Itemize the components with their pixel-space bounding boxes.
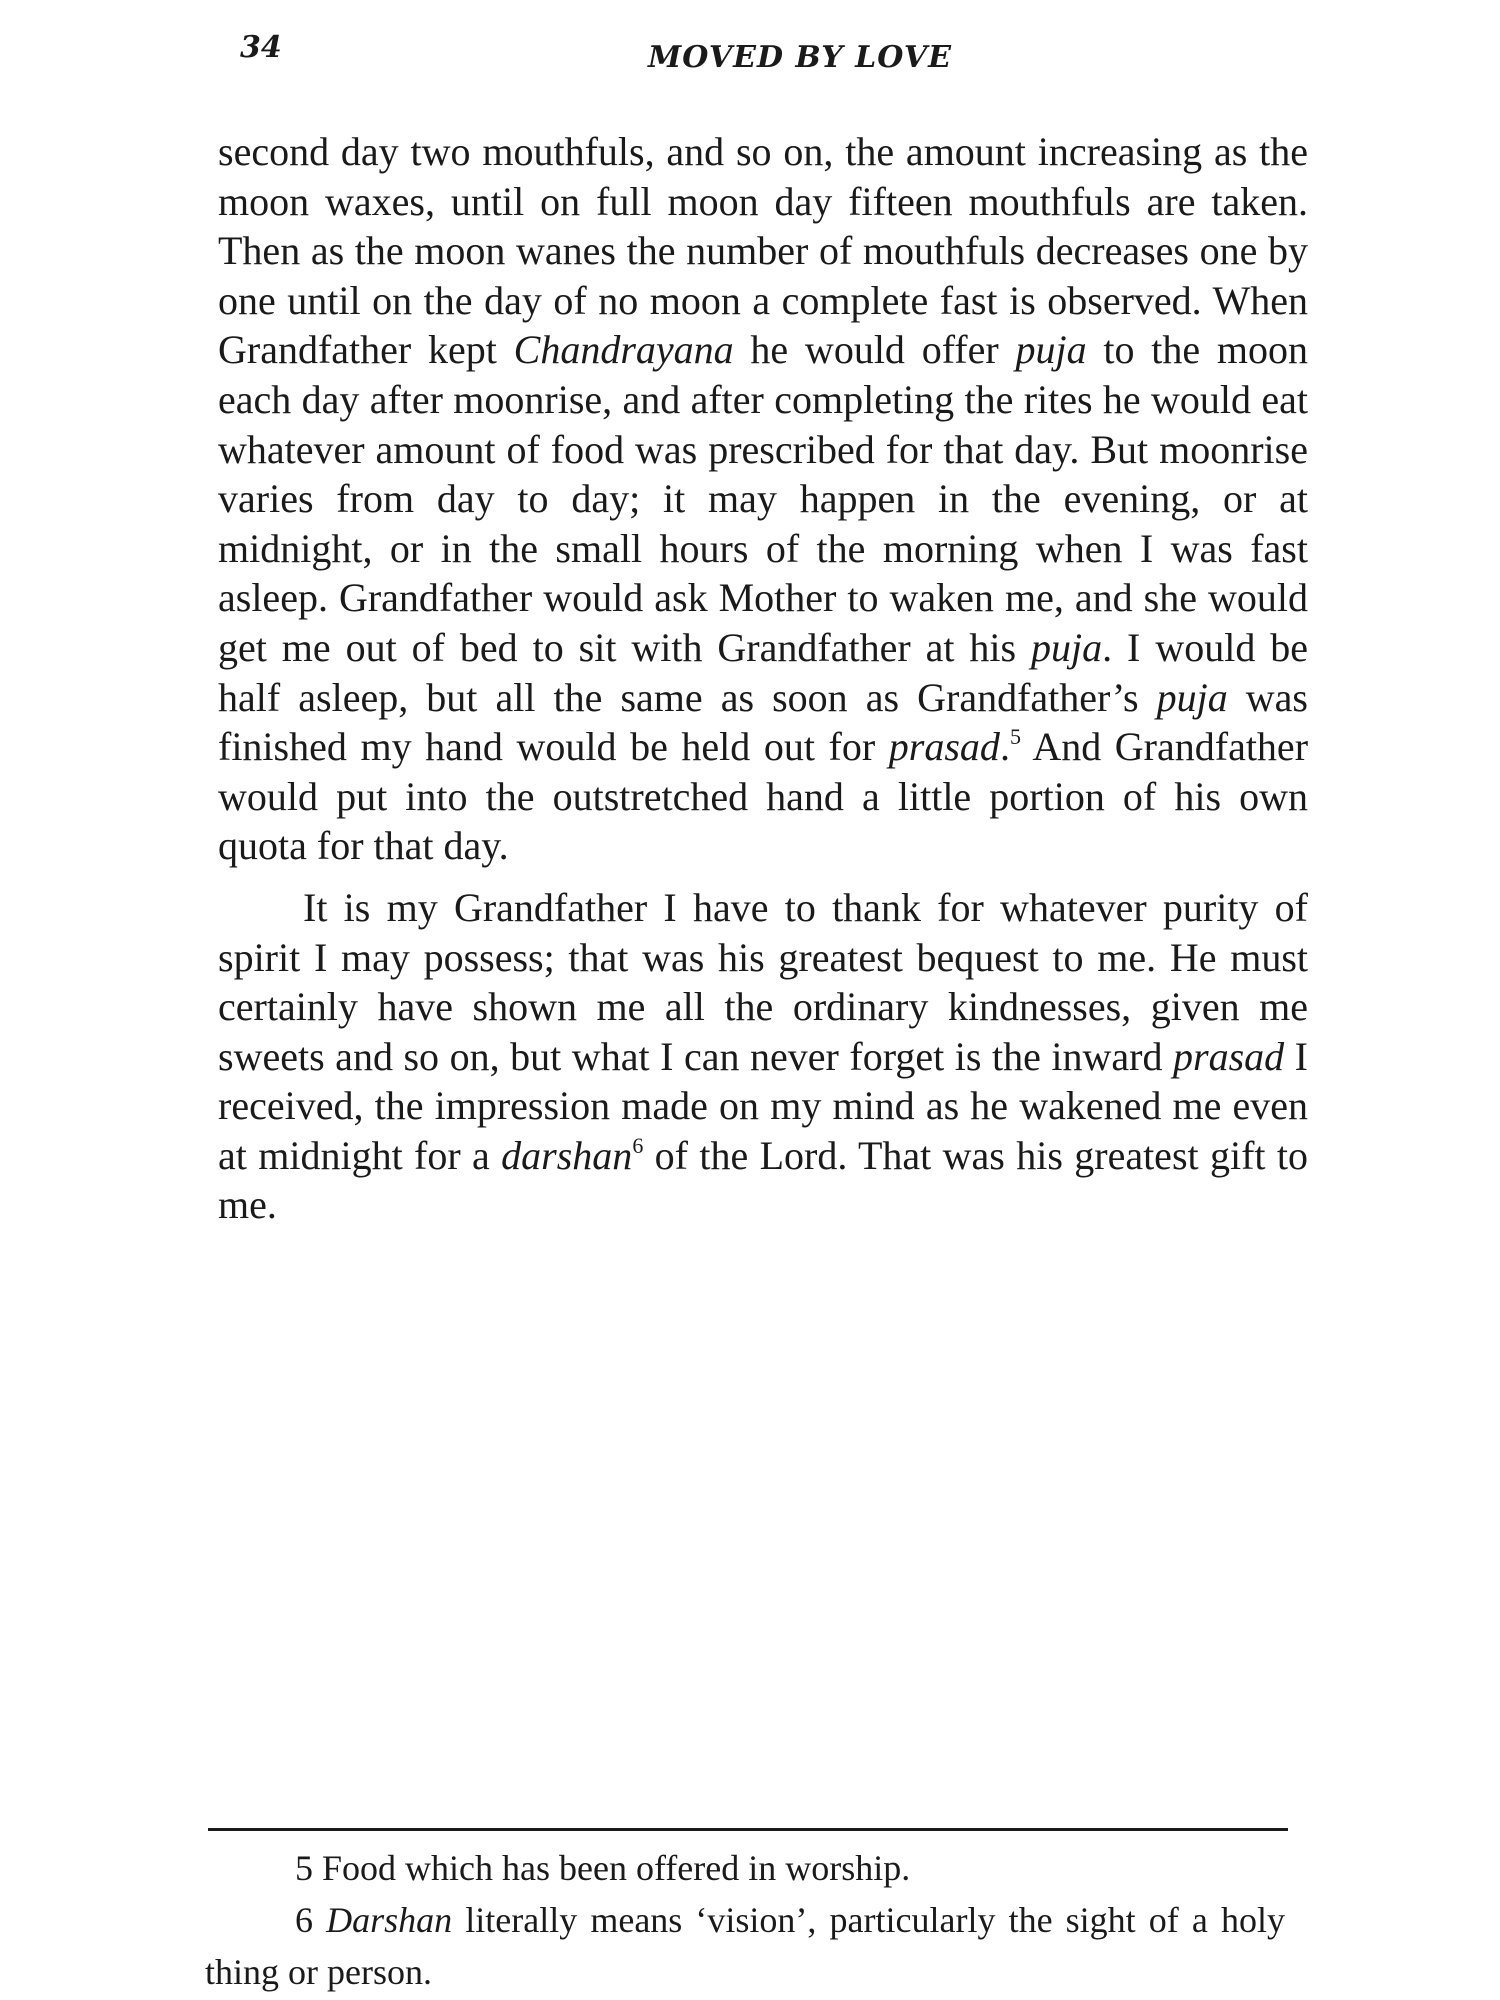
footnote-ref-5: 5 bbox=[1009, 724, 1021, 750]
text-run: literally means ‘vision’, particularly the sight of a holy thing or person. bbox=[205, 1900, 1286, 1992]
text-run: I received, the impression made on my mind as he wakened me even at midnight for a bbox=[218, 1033, 1309, 1178]
italic-term: darshan bbox=[501, 1132, 633, 1178]
page-number: 34 bbox=[240, 30, 282, 65]
text-run: of the Lord. That was his greatest gift to me. bbox=[218, 1132, 1308, 1228]
body-text bbox=[218, 127, 1308, 1230]
paragraph-1 bbox=[218, 127, 1308, 871]
footnote-5: 5 Food which has been offered in worship. bbox=[295, 1848, 911, 1888]
text-run: to the moon each day after moonrise, and after completing the rites he would eat whatever amount of food was prescribed for that day. But moonrise varies from day to day; it may happen in the evening, or at midnight, or in the small hours of the morning when I was fast asleep. Grandfather would ask Mother to waken me, and she would get me out of bed to sit with Grandfather at his bbox=[218, 327, 1309, 670]
italic-term: prasad bbox=[888, 724, 1000, 770]
footnote-number: 6 bbox=[295, 1900, 313, 1940]
text-run: second day two mouthfuls, and so on, the amount increasing as the moon waxes, until on full moon day fifteen mouthfuls are taken. Then as the moon wanes the number of mouthfuls decreases one by one until on the day of no moon a complete fast is observed. When Grandfather kept bbox=[218, 129, 1308, 373]
footnote-6 bbox=[205, 1894, 1285, 1998]
footnote-divider bbox=[208, 1828, 1288, 1831]
italic-term: prasad bbox=[1173, 1033, 1285, 1079]
running-head-title: MOVED BY LOVE bbox=[648, 40, 952, 75]
italic-term: Chandrayana bbox=[513, 327, 734, 373]
text-run: . I would be half asleep, but all the same as soon as Grandfather’s bbox=[218, 624, 1309, 720]
text-run: he would offer bbox=[733, 327, 1016, 373]
text-run: And Grandfather would put into the outstretched hand a little portion of his own quota for that day. bbox=[218, 724, 1309, 869]
italic-term: puja bbox=[1031, 624, 1103, 670]
text-run: It is my Grandfather I have to thank for whatever purity of spirit I may possess; that was his greatest bequest to me. He must certainly have shown me all the ordinary kindnesses, given me sweets and so on, but what I can never forget is the inward bbox=[218, 884, 1308, 1079]
paragraph-2 bbox=[218, 883, 1308, 1230]
text-run: was finished my hand would be held out for bbox=[218, 674, 1308, 770]
footnotes bbox=[205, 1842, 1285, 1998]
italic-term: Darshan bbox=[326, 1900, 453, 1940]
italic-term: puja bbox=[1015, 327, 1087, 373]
text-run: . bbox=[999, 724, 1010, 770]
footnote-ref-6: 6 bbox=[632, 1132, 644, 1158]
italic-term: puja bbox=[1156, 674, 1228, 720]
